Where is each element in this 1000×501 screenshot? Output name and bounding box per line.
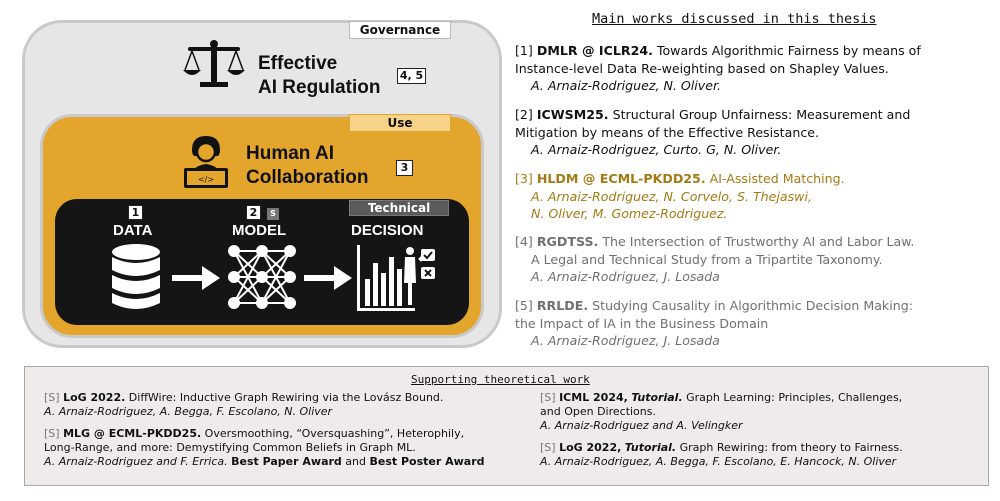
ref-tag: [5] — [515, 298, 533, 313]
ref-authors: A. Arnaiz-Rodriguez and A. Velingker — [540, 419, 743, 432]
hac-ref-box: 3 — [396, 160, 413, 176]
regulation-title — [258, 52, 380, 100]
ref-venue-emphasis: Tutorial. — [631, 391, 683, 404]
main-works-heading: Main works discussed in this thesis — [592, 11, 877, 27]
ref-title: Structural Group Unfairness: Measurement and — [612, 107, 911, 122]
ref-tag: [S] — [44, 427, 60, 440]
ref-venue-emphasis: Tutorial. — [624, 441, 677, 454]
supporting-work-heading: Supporting theoretical work — [411, 373, 590, 386]
ref-authors: A. Arnaiz-Rodriguez, N. Corvelo, S. Thejaswi, — [531, 188, 812, 204]
ref-venue: MLG @ ECML-PKDD25. — [63, 427, 202, 440]
supporting-item — [44, 427, 485, 469]
ref-venue: HLDM @ ECML-PKDD25. — [536, 171, 706, 186]
supporting-item — [540, 391, 902, 433]
hac-title-line2: Collaboration — [246, 167, 369, 188]
ref-venue: DMLR @ ICLR24. — [536, 43, 653, 58]
ref-title: DiffWire: Inductive Graph Rewiring via the Lovász Bound. — [128, 391, 444, 404]
ref-title: Graph Learning: Principles, Challenges, — [686, 391, 903, 404]
ref-authors-line2: N. Oliver, M. Gomez-Rodriguez. — [531, 206, 728, 221]
ref-authors: A. Arnaiz-Rodriguez, A. Begga, F. Escolano, N. Oliver — [44, 405, 333, 418]
governance-tag: Governance — [349, 21, 451, 39]
code-glyph: </> — [197, 175, 215, 184]
ref-title: AI-Assisted Matching. — [709, 171, 845, 186]
regulation-ref-box: 4, 5 — [397, 68, 426, 84]
arrow-right-icon — [172, 266, 220, 290]
ref-title-line2: and Open Directions. — [540, 405, 656, 418]
ref-authors: A. Arnaiz-Rodriguez, Curto. G, N. Oliver. — [531, 142, 782, 157]
scales-icon — [182, 38, 246, 90]
ref-title-line2: Instance-level Data Re-weighting based on Shapley Values. — [515, 60, 889, 76]
ref-title-line2: A Legal and Technical Study from a Tripartite Taxonomy. — [531, 251, 883, 267]
decision-label: DECISION — [351, 222, 424, 239]
ref-tag: [3] — [515, 171, 533, 186]
ref-tag: [2] — [515, 107, 533, 122]
ref-tag: [S] — [44, 391, 60, 404]
model-label: MODEL — [232, 222, 287, 239]
award-label: Best Poster Award — [369, 455, 485, 468]
person-laptop-icon — [182, 130, 230, 190]
ref-title-line2: Mitigation by means of the Effective Resistance. — [515, 124, 819, 140]
main-work-item-highlighted — [515, 170, 985, 223]
award-label: Best Paper Award — [231, 455, 342, 468]
ref-title: The Intersection of Trustworthy AI and Labor Law. — [602, 234, 915, 249]
main-work-item — [515, 233, 985, 286]
ref-venue: ICML 2024, — [559, 391, 628, 404]
ref-authors: A. Arnaiz-Rodriguez and F. Errica. — [44, 455, 228, 468]
data-ref-box: 1 — [128, 205, 143, 220]
supporting-item — [44, 391, 443, 419]
ref-title-line2: the Impact of IA in the Business Domain — [515, 315, 769, 331]
ref-tag: [S] — [540, 391, 556, 404]
ref-authors: A. Arnaiz-Rodriguez, J. Losada — [531, 269, 720, 284]
ref-title: Towards Algorithmic Fairness by means of — [656, 43, 921, 58]
main-work-item — [515, 297, 985, 350]
data-label: DATA — [113, 222, 153, 239]
ref-authors: A. Arnaiz-Rodriguez, J. Losada — [531, 333, 720, 348]
ref-authors: A. Arnaiz-Rodriguez, A. Begga, F. Escolano, E. Hancock, N. Oliver — [540, 455, 897, 468]
ref-venue: LoG 2022, — [559, 441, 622, 454]
ref-venue: LoG 2022. — [63, 391, 126, 404]
technical-tag: Technical — [349, 200, 449, 216]
ref-tag: [4] — [515, 234, 533, 249]
regulation-title-line1: Effective — [258, 53, 338, 74]
and-text: and — [345, 455, 366, 468]
model-supporting-badge: S — [267, 208, 279, 220]
regulation-title-line2: AI Regulation — [258, 77, 381, 98]
database-icon — [110, 243, 162, 313]
arrow-right-icon — [304, 266, 352, 290]
decision-chart-icon — [355, 243, 441, 315]
ref-title: Studying Causality in Algorithmic Decision Making: — [592, 298, 913, 313]
ref-tag: [1] — [515, 43, 533, 58]
ref-title-line2: Long-Range, and more: Demystifying Common Beliefs in Graph ML. — [44, 441, 416, 454]
main-work-item — [515, 42, 985, 95]
model-ref-box: 2 — [246, 205, 261, 220]
ref-title: Graph Rewiring: from theory to Fairness. — [679, 441, 903, 454]
ref-title: Oversmoothing, “Oversquashing”, Heterophily, — [204, 427, 465, 440]
hac-title-line1: Human AI — [246, 143, 334, 164]
hac-title — [246, 142, 368, 190]
ref-authors: A. Arnaiz-Rodriguez, N. Oliver. — [531, 78, 722, 93]
main-work-item — [515, 106, 985, 159]
ref-venue: RRLDE. — [536, 298, 589, 313]
neural-network-icon — [226, 241, 298, 313]
use-tag: Use — [349, 114, 451, 132]
ref-venue: ICWSM25. — [536, 107, 609, 122]
supporting-item — [540, 441, 903, 469]
ref-venue: RGDTSS. — [536, 234, 599, 249]
ref-tag: [S] — [540, 441, 556, 454]
